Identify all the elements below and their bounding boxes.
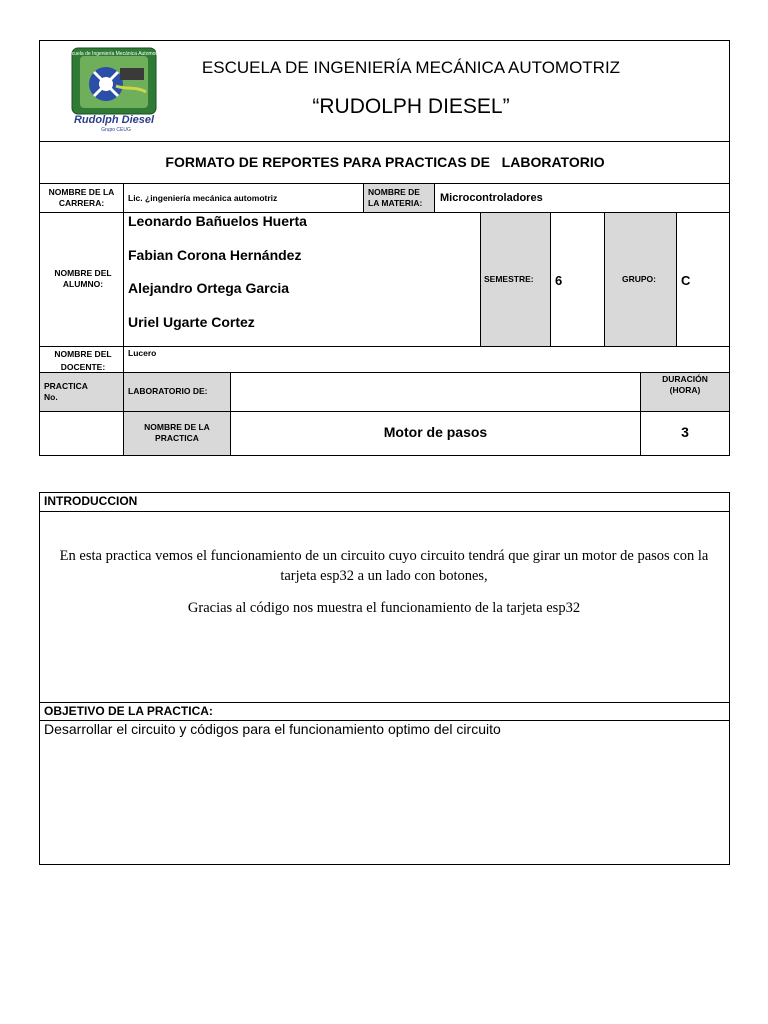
introduction-heading: INTRODUCCION [44, 494, 138, 508]
form-title: FORMATO DE REPORTES PARA PRACTICAS DE LABORATORIO [165, 154, 605, 170]
school-logo [66, 46, 162, 138]
lab-label: LABORATORIO DE: [128, 386, 208, 396]
teacher-value: Lucero [128, 348, 157, 358]
school-name: ESCUELA DE INGENIERÍA MECÁNICA AUTOMOTRIZ [201, 58, 621, 77]
practice-number-label: PRACTICA No. [44, 381, 88, 402]
semester-label: SEMESTRE: [484, 274, 534, 284]
institution-name: “RUDOLPH DIESEL” [312, 95, 510, 118]
teacher-label: NOMBRE DEL DOCENTE: [54, 349, 112, 372]
practice-name-value: Motor de pasos [383, 424, 488, 440]
student-name-4: Uriel Ugarte Cortez [128, 314, 255, 330]
career-value: Lic. ¿ingeniería mecánica automotriz [128, 193, 278, 203]
group-value: C [681, 273, 691, 288]
practice-name-label: NOMBRE DE LA PRACTICA [144, 422, 210, 443]
introduction-paragraph-1: En esta practica vemos el funcionamiento de un circuito cuyo circuito tendrá que girar un motor de pasos con la tarjeta esp32 a un lado con botones, [59, 548, 709, 584]
subject-value: Microcontroladores [440, 192, 543, 204]
group-label: GRUPO: [622, 274, 656, 284]
student-label: NOMBRE DEL ALUMNO: [54, 268, 112, 289]
student-name-3: Alejandro Ortega Garcia [128, 280, 290, 296]
career-label: NOMBRE DE LA CARRERA: [48, 187, 115, 208]
student-name-1: Leonardo Bañuelos Huerta [128, 213, 307, 229]
svg-text:Escuela de Ingeniería Mecánica: Escuela de Ingeniería Mecánica Automotriz [66, 51, 162, 57]
duration-value: 3 [681, 424, 689, 440]
semester-value: 6 [555, 273, 563, 288]
duration-label: DURACIÓN (HORA) [662, 374, 708, 395]
objective-heading: OBJETIVO DE LA PRACTICA: [44, 704, 213, 718]
objective-text: Desarrollar el circuito y códigos para el funcionamiento optimo del circuito [44, 721, 501, 737]
introduction-paragraph-2: Gracias al código nos muestra el funcionamiento de la tarjeta esp32 [187, 600, 581, 616]
logo-brand-text: Rudolph Diesel [73, 114, 155, 126]
logo-subbrand-text: Grupo CEUG [101, 127, 131, 133]
student-name-2: Fabian Corona Hernández [128, 247, 302, 263]
subject-label: NOMBRE DE LA MATERIA: [368, 187, 423, 208]
